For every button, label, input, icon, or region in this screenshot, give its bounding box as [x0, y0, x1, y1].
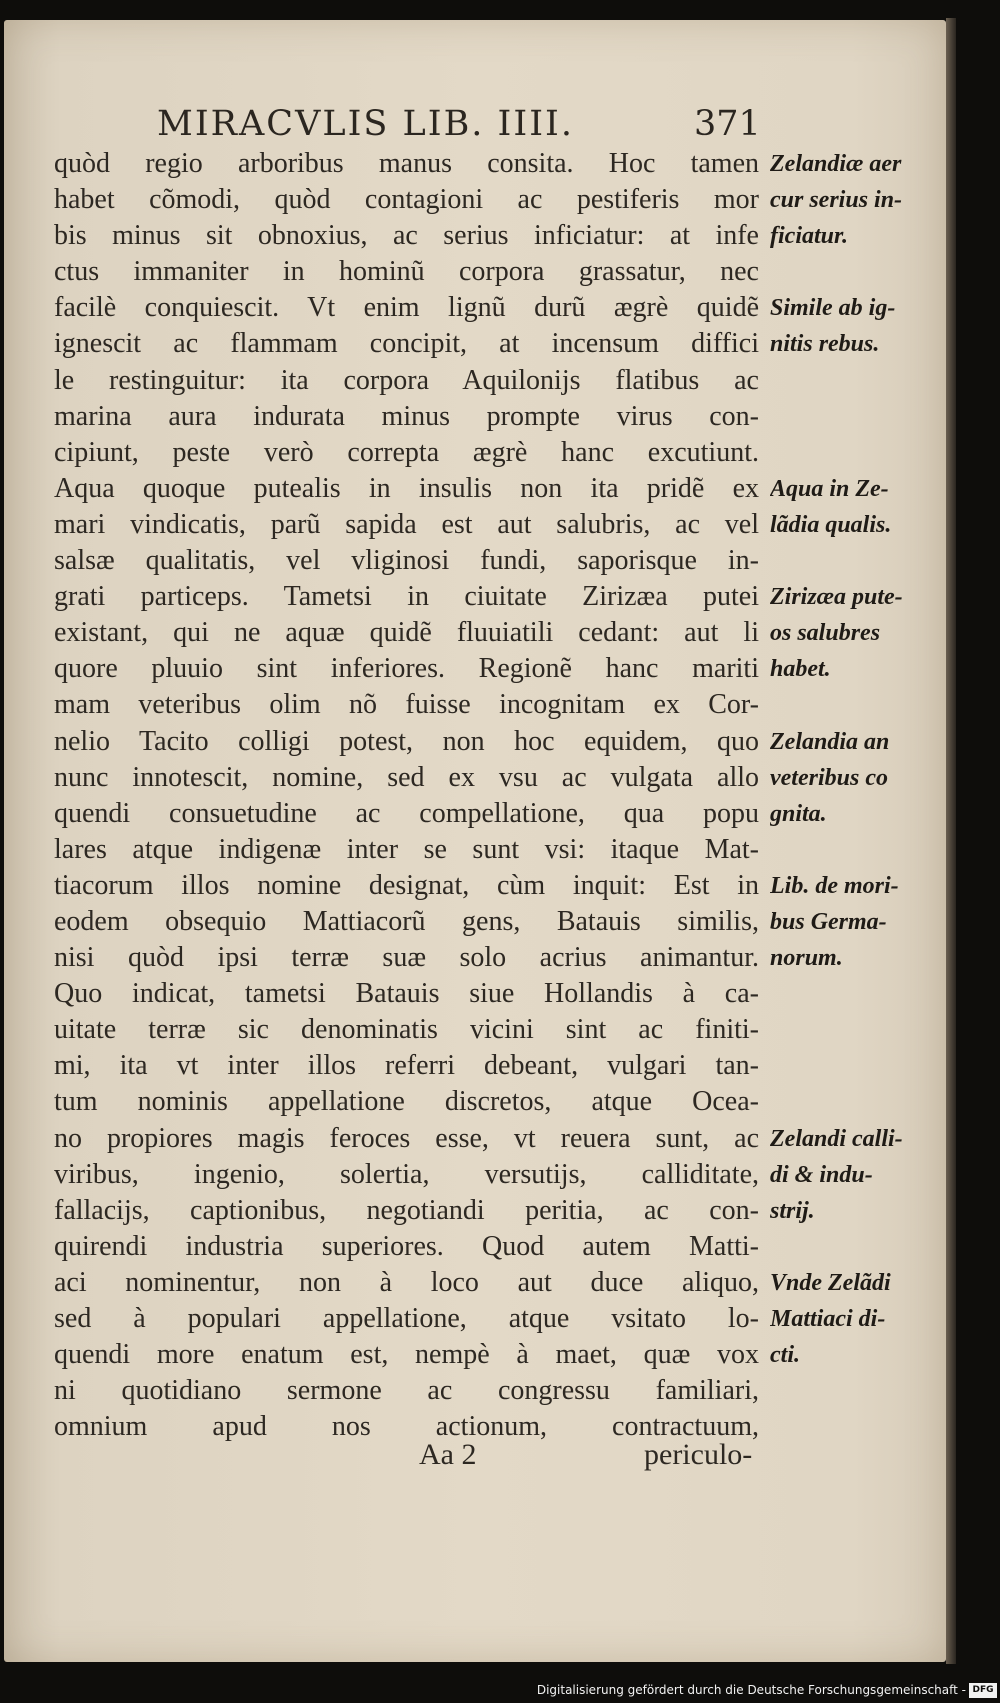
text-line: eodem obsequio Mattiacorũ gens, Batauis similis, — [54, 905, 759, 937]
text-line: bis minus sit obnoxius, ac serius inficiatur: at infe — [54, 220, 759, 252]
scan-credit-bar — [0, 1680, 1000, 1703]
margin-note-line: Aqua in Ze- — [770, 475, 889, 502]
margin-note-line: nitis rebus. — [770, 331, 880, 358]
margin-note-line: veteribus co — [770, 764, 888, 791]
margin-note — [770, 1265, 950, 1373]
margin-note-line: di & indu- — [770, 1161, 873, 1188]
text-line: nisi quòd ipsi terræ suæ solo acrius animantur. — [54, 942, 759, 974]
text-line: salsæ qualitatis, vel vliginosi fundi, saporisque in- — [54, 545, 759, 577]
text-line: habet cõmodi, quòd contagioni ac pestiferis mor — [54, 184, 759, 216]
text-line: ni quotidiano sermone ac congressu familiari, — [54, 1375, 759, 1407]
margin-note-line: strij. — [770, 1197, 815, 1224]
text-line: tum nominis appellatione discretos, atque Ocea- — [54, 1086, 759, 1118]
text-line: ignescit ac flammam concipit, at incensum diffici — [54, 328, 759, 360]
margin-note — [770, 146, 950, 254]
margin-note-line: lãdia qualis. — [770, 511, 892, 538]
book-page — [4, 20, 946, 1662]
margin-note-line: norum. — [770, 945, 843, 972]
margin-note-line: Zelandi calli- — [770, 1125, 903, 1152]
text-line: quore pluuio sint inferiores. Regionẽ hanc mariti — [54, 653, 759, 685]
margin-note-line: habet. — [770, 656, 831, 683]
margin-note-line: Zirizæa pute- — [770, 584, 903, 611]
text-line: tiacorum illos nomine designat, cùm inquit: Est in — [54, 869, 759, 901]
text-line: viribus, ingenio, solertia, versutijs, calliditate, — [54, 1158, 759, 1190]
margin-note-line: Vnde Zelãdi — [770, 1270, 891, 1297]
margin-note — [770, 579, 950, 687]
text-line: Quo indicat, tametsi Batauis siue Hollandis à ca- — [54, 978, 759, 1010]
margin-note-line: cur serius in- — [770, 187, 903, 214]
text-line: quendi consuetudine ac compellatione, qua popu — [54, 797, 759, 829]
text-line: cipiunt, peste verò correpta ægrè hanc excutiunt. — [54, 436, 759, 468]
signature-mark: Aa 2 — [419, 1438, 477, 1471]
text-line: facilè conquiescit. Vt enim lignũ durũ ægrè quidẽ — [54, 292, 759, 324]
margin-note-line: ficiatur. — [770, 223, 849, 250]
text-line: aci nominentur, non à loco aut duce aliquo, — [54, 1266, 759, 1298]
margin-note-line: Zelandia an — [770, 728, 890, 755]
catchword: periculo- — [644, 1438, 753, 1471]
book-spine-edge — [946, 18, 956, 1664]
text-line: marina aura indurata minus prompte virus con- — [54, 400, 759, 432]
margin-note — [770, 868, 950, 976]
text-line: ctus immaniter in hominũ corpora grassatur, nec — [54, 256, 759, 288]
text-line: Aqua quoque putealis in insulis non ita pridẽ ex — [54, 472, 759, 504]
text-line: no propiores magis feroces esse, vt reuera sunt, ac — [54, 1122, 759, 1154]
text-line: mi, ita vt inter illos referri debeant, vulgari tan- — [54, 1050, 759, 1082]
text-line: omnium apud nos actionum, contractuum, — [54, 1411, 759, 1443]
margin-note-line: os salubres — [770, 620, 881, 647]
text-line: nunc innotescit, nomine, sed ex vsu ac vulgata allo — [54, 761, 759, 793]
margin-note-line: bus Germa- — [770, 909, 887, 936]
scan-credit-text: Digitalisierung gefördert durch die Deutsche Forschungsgemeinschaft - — [536, 1683, 966, 1697]
text-line: grati particeps. Tametsi in ciuitate Zirizæa putei — [54, 581, 759, 613]
margin-note-line: Lib. de mori- — [770, 873, 899, 899]
margin-note-line: gnita. — [770, 800, 827, 827]
margin-note-line: Mattiaci di- — [770, 1306, 886, 1333]
text-line: quòd regio arboribus manus consita. Hoc tamen — [54, 148, 759, 179]
text-line: existant, qui ne aquæ quidẽ fluuiatili cedant: aut li — [54, 617, 759, 649]
margin-note — [770, 471, 950, 543]
body-text — [54, 146, 759, 1445]
text-line: le restinguitur: ita corpora Aquilonijs flatibus ac — [54, 364, 759, 396]
text-line: nelio Tacito colligi potest, non hoc equidem, quo — [54, 725, 759, 757]
margin-note-line: cti. — [770, 1342, 800, 1369]
page-header — [4, 104, 946, 152]
text-line: mari vindicatis, parũ sapida est aut salubris, ac vel — [54, 508, 759, 540]
running-title: MIRACVLIS LIB. IIII. — [157, 104, 574, 144]
text-line: sed à populari appellatione, atque vsitato lo- — [54, 1303, 759, 1334]
margin-note — [770, 290, 950, 362]
text-line: mam veteribus olim nõ fuisse incognitam ex Cor- — [54, 689, 759, 721]
page-number: 371 — [694, 104, 761, 144]
text-line: lares atque indigenæ inter se sunt vsi: itaque Mat- — [54, 833, 759, 865]
margin-note — [770, 1121, 950, 1229]
text-line: quendi more enatum est, nempè à maet, quæ vox — [54, 1339, 759, 1371]
margin-note-line: Zelandiæ aer — [770, 151, 902, 177]
text-line: quirendi industria superiores. Quod autem Matti- — [54, 1230, 759, 1262]
margin-note — [770, 724, 950, 832]
text-line: fallacijs, captionibus, negotiandi peritia, ac con- — [54, 1194, 759, 1226]
dfg-logo: DFG — [969, 1683, 997, 1698]
text-line: uitate terræ sic denominatis vicini sint ac finiti- — [54, 1014, 759, 1046]
margin-note-line: Simile ab ig- — [770, 295, 896, 322]
